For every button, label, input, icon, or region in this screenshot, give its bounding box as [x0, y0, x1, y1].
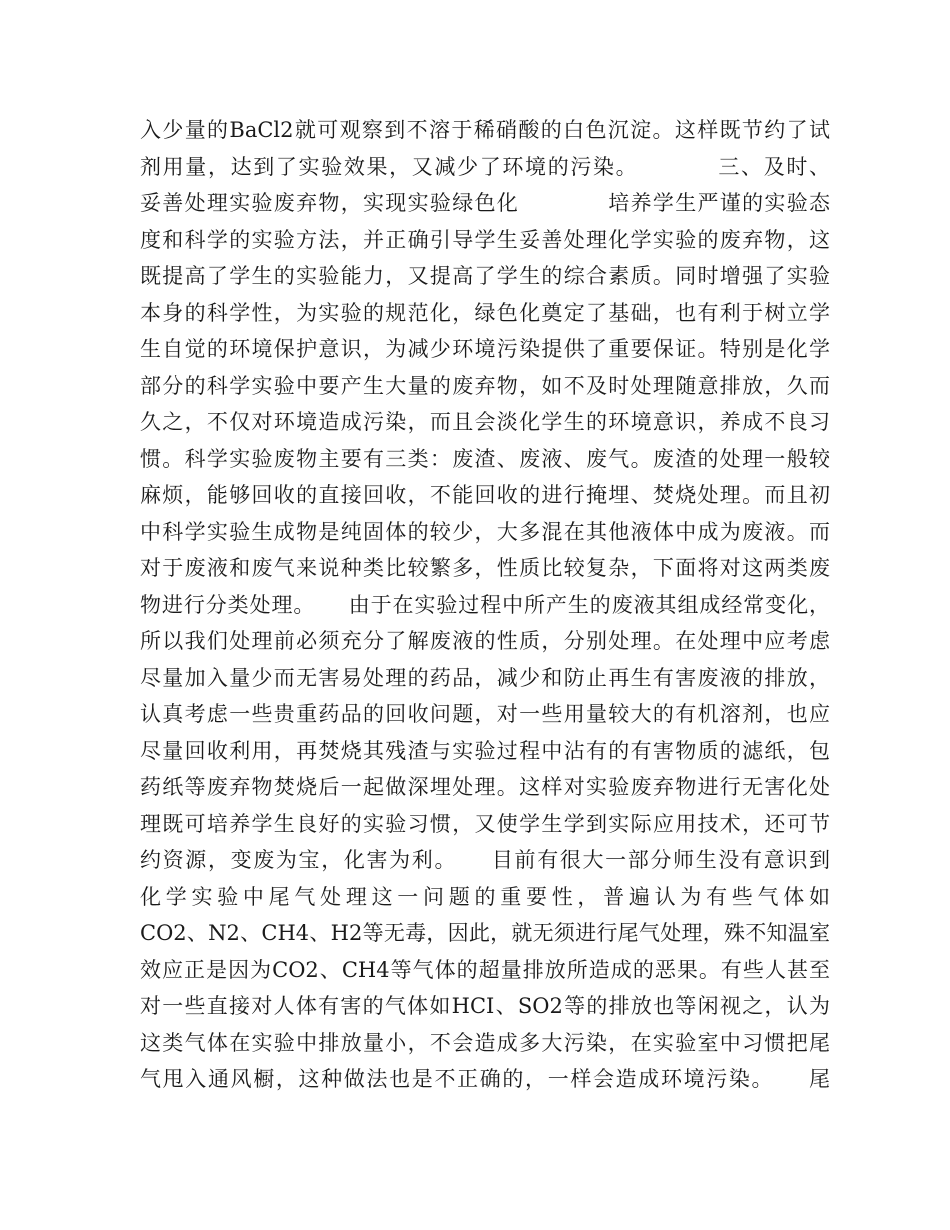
- text-line: 认真考虑一些贵重药品的回收问题，对一些用量较大的有机溶剂，也应: [140, 702, 830, 726]
- text-line: 生自觉的环境保护意识，为减少环境污染提供了重要保证。特别是化学: [140, 337, 830, 361]
- text-line: 药纸等废弃物焚烧后一起做深埋处理。这样对实验废弃物进行无害化处: [140, 775, 830, 799]
- text-line: 既提高了学生的实验能力，又提高了学生的综合素质。同时增强了实验: [140, 264, 830, 288]
- text-line: 麻烦，能够回收的直接回收，不能回收的进行掩埋、焚烧处理。而且初: [140, 483, 830, 507]
- text-line: 所以我们处理前必须充分了解废液的性质，分别处理。在处理中应考虑: [140, 629, 830, 653]
- text-line: 气甩入通风橱，这种做法也是不正确的，一样会造成环境污染。 尾: [140, 1067, 830, 1091]
- text-line: 本身的科学性，为实验的规范化，绿色化奠定了基础，也有利于树立学: [140, 300, 830, 325]
- text-line: 对一些直接对人体有害的气体如HCI、SO2等的排放也等闲视之，认为: [140, 994, 830, 1018]
- text-line: CO2、N2、CH4、H2等无毒，因此，就无须进行尾气处理，殊不知温室: [140, 921, 830, 945]
- text-line: 约资源，变废为宝，化害为利。 目前有很大一部分师生没有意识到: [140, 848, 830, 872]
- text-line: 效应正是因为CO2、CH4等气体的超量排放所造成的恶果。有些人甚至: [140, 957, 830, 982]
- text-line: 尽量回收利用，再焚烧其残渣与实验过程中沾有的有害物质的滤纸，包: [140, 738, 830, 763]
- text-line: 物进行分类处理。 由于在实验过程中所产生的废液其组成经常变化，: [140, 592, 830, 617]
- text-line: 度和科学的实验方法，并正确引导学生妥善处理化学实验的废弃物，这: [140, 227, 830, 252]
- text-line: 对于废液和废气来说种类比较繁多，性质比较复杂，下面将对这两类废: [140, 556, 830, 580]
- text-line: 入少量的BaCl2就可观察到不溶于稀硝酸的白色沉淀。这样既节约了试: [140, 118, 830, 142]
- text-line: 中科学实验生成物是纯固体的较少，大多混在其他液体中成为废液。而: [140, 519, 830, 544]
- text-line: 剂用量，达到了实验效果，又减少了环境的污染。 三、及时、: [140, 154, 830, 179]
- text-line: 妥善处理实验废弃物，实现实验绿色化 培养学生严谨的实验态: [140, 191, 830, 215]
- text-line: 化学实验中尾气处理这一问题的重要性，普遍认为有些气体如: [140, 884, 830, 909]
- text-line: 这类气体在实验中排放量小，不会造成多大污染，在实验室中习惯把尾: [140, 1030, 830, 1055]
- text-line: 尽量加入量少而无害易处理的药品，减少和防止再生有害废液的排放，: [140, 665, 830, 690]
- text-line: 久之，不仅对环境造成污染，而且会淡化学生的环境意识，养成不良习: [140, 410, 830, 434]
- text-line: 惯。科学实验废物主要有三类：废渣、废液、废气。废渣的处理一般较: [140, 446, 830, 471]
- text-line: 理既可培养学生良好的实验习惯，又使学生学到实际应用技术，还可节: [140, 811, 830, 836]
- text-line: 部分的科学实验中要产生大量的废弃物，如不及时处理随意排放，久而: [140, 373, 830, 398]
- body-text: [140, 112, 830, 1098]
